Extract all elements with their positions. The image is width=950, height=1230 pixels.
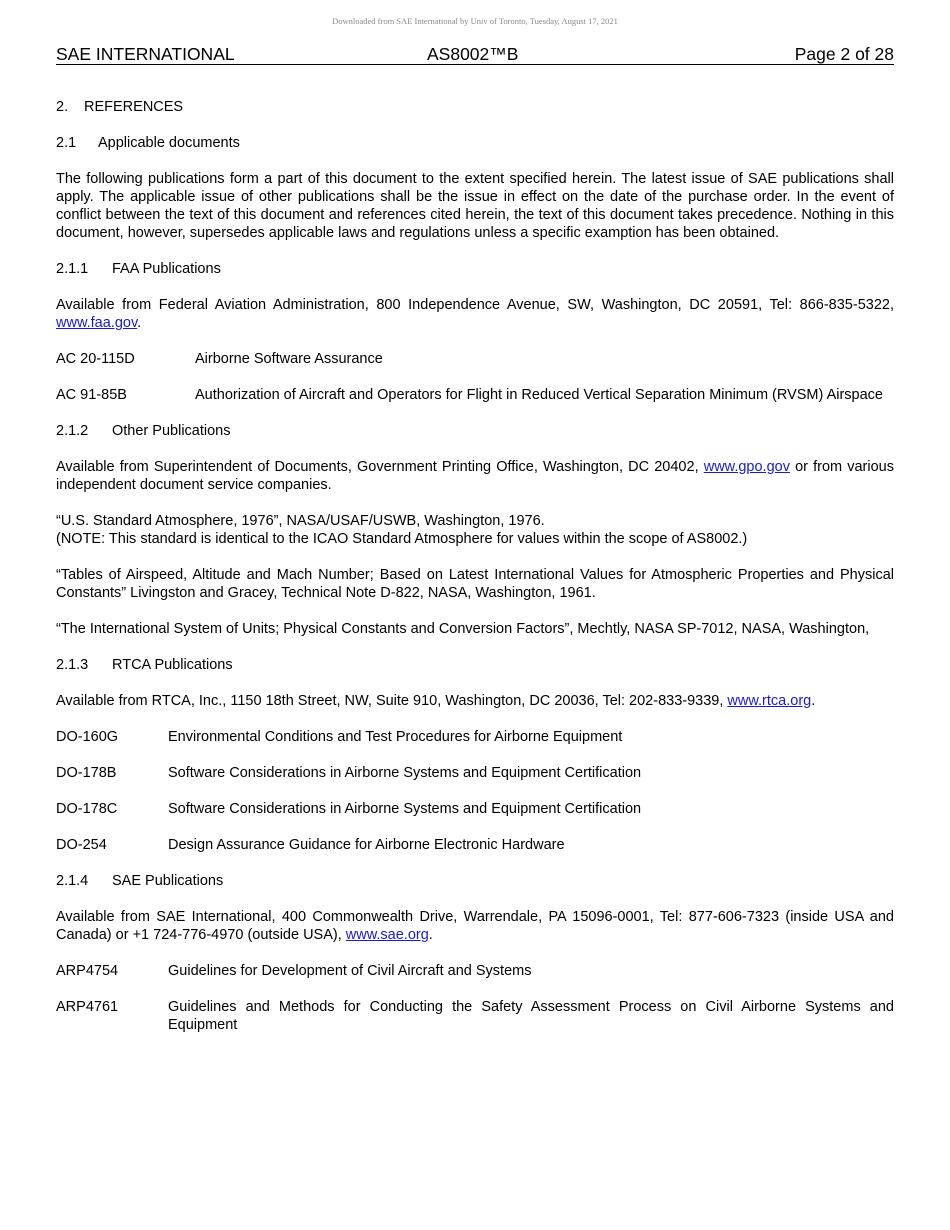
section-heading-references: 2. REFERENCES [56,99,184,115]
reference-row [56,800,894,818]
reference-title: Environmental Conditions and Test Procedures for Airborne Equipment [168,729,623,745]
reference-row [56,962,894,980]
reference-row [56,764,894,782]
tables-of-airspeed-reference: “Tables of Airspeed, Altitude and Mach Number; Based on Latest International Values for Atmospheric Properties and Physical Constants” Livingston and Gracey, Technical Note D-822, NASA, Washington, 1961. [56,567,894,601]
international-system-units-reference: “The International System of Units; Physical Constants and Conversion Factors”, Mechtly, NASA SP-7012, NASA, Washington, [56,621,870,637]
reference-title: Software Considerations in Airborne Systems and Equipment Certification [168,801,642,817]
reference-title: Guidelines for Development of Civil Aircraft and Systems [168,963,532,979]
reference-code: DO-178C [56,801,118,817]
reference-code: AC 91-85B [56,387,127,403]
reference-code: ARP4754 [56,963,119,979]
reference-row [56,728,894,746]
reference-title: Authorization of Aircraft and Operators for Flight in Reduced Vertical Separation Minimum (RVSM) Airspace [195,387,883,403]
faa-link[interactable]: www.faa.gov [56,315,138,331]
header-org: SAE INTERNATIONAL [56,44,235,64]
subsection-heading-rtca: 2.1.3 RTCA Publications [56,657,233,673]
reference-code: DO-178B [56,765,117,781]
reference-title: Design Assurance Guidance for Airborne Electronic Hardware [168,837,565,853]
standard-atmosphere-reference: “U.S. Standard Atmosphere, 1976”, NASA/USAF/USWB, Washington, 1976. (NOTE: This standard is identical to the ICAO Standard Atmosphere for values within the scope of AS8002.) [56,513,748,547]
subsection-heading-other: 2.1.2 Other Publications [56,423,231,439]
reference-code: ARP4761 [56,999,119,1015]
sae-availability: Available from SAE International, 400 Commonwealth Drive, Warrendale, PA 15096-0001, Tel: 877-606-7323 (inside USA and Canada) or +1 724-776-4970 (outside USA), www.sae.org. [56,909,894,943]
reference-row [56,386,894,404]
subsection-heading-faa: 2.1.1 FAA Publications [56,261,221,277]
subsection-heading-applicable: 2.1 Applicable documents [56,135,240,151]
page-header [56,44,894,65]
page-content [56,98,894,1052]
rtca-availability: Available from RTCA, Inc., 1150 18th Street, NW, Suite 910, Washington, DC 20036, Tel: 202-833-9339, www.rtca.org. [56,693,816,709]
reference-row [56,836,894,854]
header-page-number: Page 2 of 28 [794,44,894,64]
other-availability: Available from Superintendent of Documents, Government Printing Office, Washington, DC 20402, www.gpo.gov or from various independent document service companies. [56,459,894,493]
reference-row [56,998,894,1034]
reference-code: DO-254 [56,837,107,853]
reference-code: DO-160G [56,729,119,745]
reference-title: Software Considerations in Airborne Systems and Equipment Certification [168,765,642,781]
applicable-paragraph: The following publications form a part of this document to the extent specified herein. The latest issue of SAE publications shall apply. The applicable issue of other publications shall be the issue in effect on the date of the purchase order. In the event of conflict between the text of this document and references cited herein, the text of this document takes precedence. Nothing in this document, however, supersedes applicable laws and regulations unless a specific examption has been obtained. [56,171,894,241]
subsection-heading-sae: 2.1.4 SAE Publications [56,873,224,889]
download-watermark: Downloaded from SAE International by Univ of Toronto, Tuesday, August 17, 2021 [332,16,618,26]
reference-title: Guidelines and Methods for Conducting the Safety Assessment Process on Civil Airborne Systems and Equipment [168,999,894,1033]
reference-title: Airborne Software Assurance [195,351,383,367]
header-doc-number: AS8002™B [427,44,519,64]
sae-link[interactable]: www.sae.org [345,927,429,943]
faa-availability: Available from Federal Aviation Administration, 800 Independence Avenue, SW, Washington, DC 20591, Tel: 866-835-5322, www.faa.gov. [56,297,894,331]
reference-row [56,350,894,368]
gpo-link[interactable]: www.gpo.gov [703,459,790,475]
rtca-link[interactable]: www.rtca.org [727,693,812,709]
reference-code: AC 20-115D [56,351,135,367]
